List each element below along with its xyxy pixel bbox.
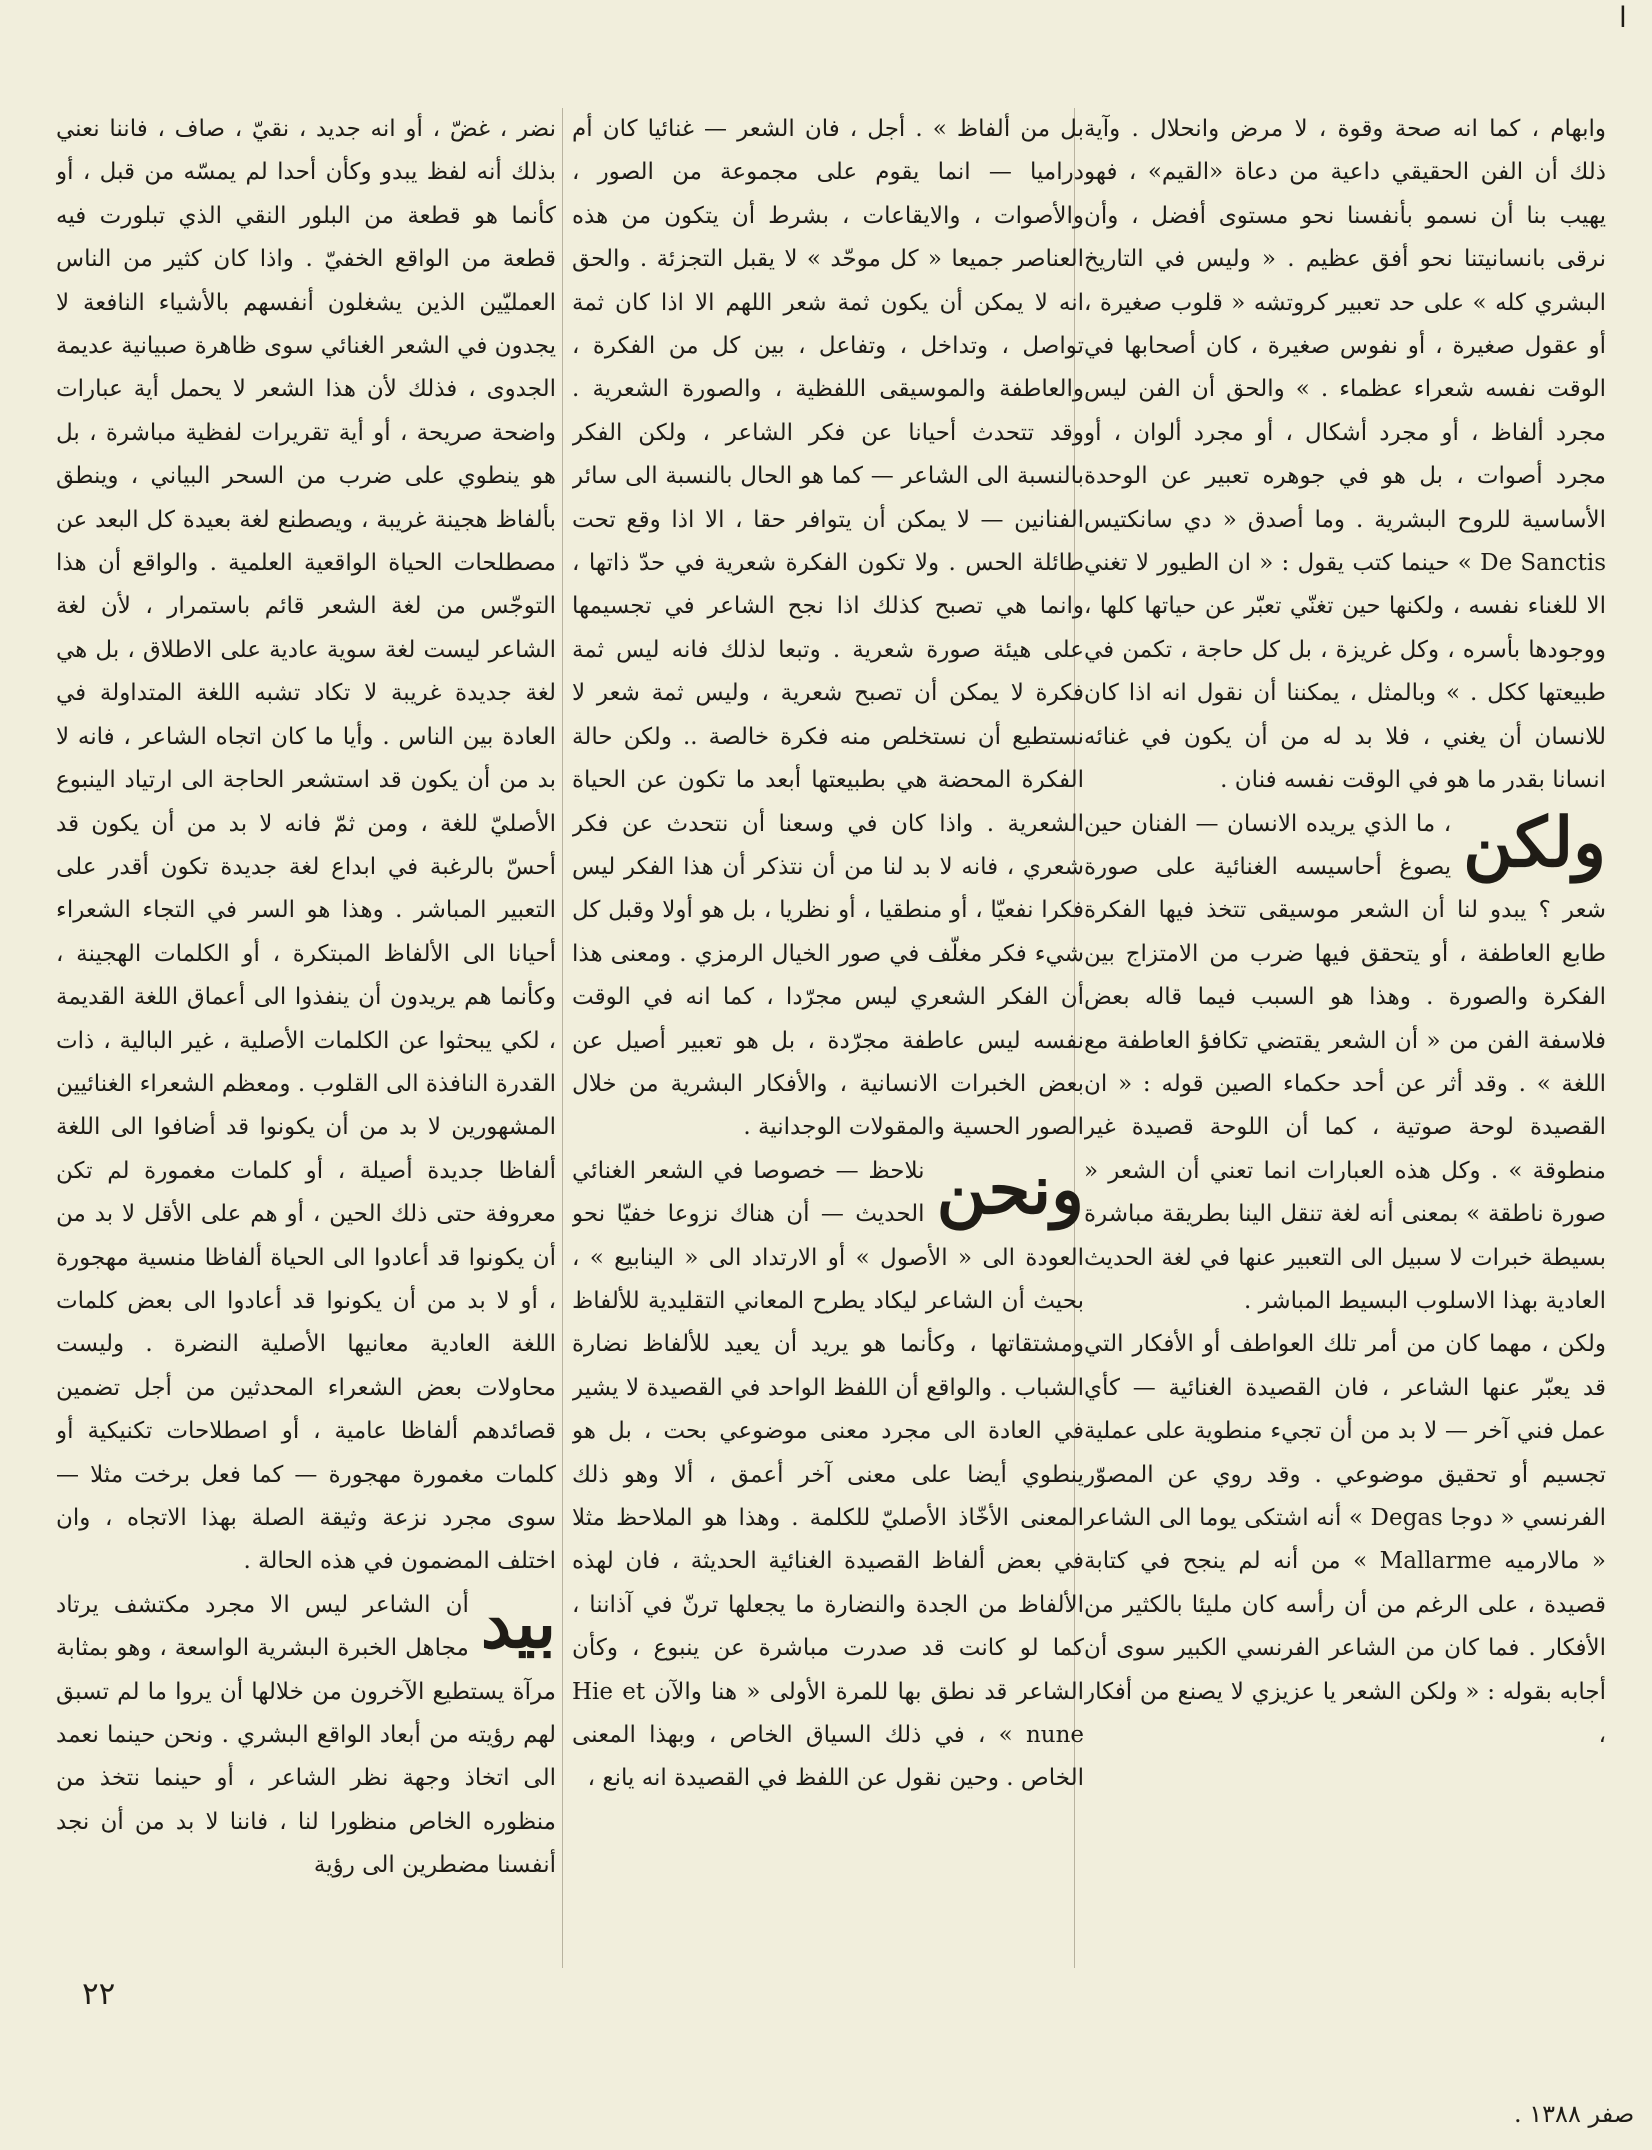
article-column-left xyxy=(56,108,556,1968)
paragraph-right-3: ولكن ، مهما كان من أمر تلك العواطف أو الأفكار التي قد يعبّر عنها الشاعر ، فان القصيدة الغنائية — كأي عمل فني آخر — لا بد من أن تجيء منطوية على عملية تجسيم أو تحقيق موضوعي . وقد روي عن المصوّر الفرنسي « دوجا Degas » أنه اشتكى يوما الى الشاعر « مالارميه Mallarme » من أنه لم ينجح في كتابة قصيدة ، على الرغم من أن رأسه كان مليئا بالكثير من الأفكار . فما كان من الشاعر الفرنسي الكبير سوى أن أجابه بقوله : « ولكن الشعر يا عزيزي لا يصنع من أفكار ، xyxy=(1084,1331,1606,1749)
paragraph-left-2: أن الشاعر ليس الا مجرد مكتشف يرتاد مجاهل الخبرة البشرية الواسعة ، وهو بمثابة مرآة يستطيع الآخرون من خلالها أن يروا ما لم تسبق لهم رؤيته من أبعاد الواقع البشري . ونحن حينما نعمد الى اتخاذ وجهة نظر الشاعر ، أو حينما نتخذ من منظوره الخاص منظورا لنا ، فاننا لا بد من أن نجد أنفسنا مضطرين الى رؤية xyxy=(56,1591,556,1879)
paragraph-middle-2: نلاحظ — خصوصا في الشعر الغنائي الحديث — أن هناك نزوعا خفيّا نحو العودة الى « الأصول » أو الارتداد الى « الينابيع » ، بحيث أن الشاعر ليكاد يطرح المعاني التقليدية للألفاظ ومشتقاتها ، وكأنما هو يريد أن يعيد للألفاظ نضارة الشباب . والواقع أن اللفظ الواحد في القصيدة لا يشير في العادة الى مجرد معنى موضوعي بحت ، بل هو ينطوي أيضا على معنى آخر أعمق ، ألا وهو ذلك المعنى الأخّاذ الأصليّ للكلمة . وهذا هو الملاحظ مثلا في بعض ألفاظ القصيدة الغنائية الحديثة ، فان لهذه الألفاظ من الجدة والنضارة ما يجعلها ترنّ في آذاننا ، كما لو كانت قد صدرت مباشرة عن ينبوع ، وكأن الشاعر قد نطق بها للمرة الأولى « هنا والآن Hie et nune » ، في ذلك السياق الخاص ، وبهذا المعنى الخاص . وحين نقول عن اللفظ في القصيدة انه يانع ، xyxy=(572,1157,1084,1792)
lead-word-middle: ونحن xyxy=(936,1149,1084,1230)
edge-mark: ا xyxy=(1619,1,1627,34)
column-divider-left xyxy=(562,108,563,1968)
lead-word-left: بيد xyxy=(480,1583,556,1664)
issue-date: صفر ١٣٨٨ . xyxy=(1514,2100,1635,2128)
paragraph-middle-1: بل من ألفاظ » . أجل ، فان الشعر — غنائيا كان أم دراميا — انما يقوم على مجموعة من الصور ، والأصوات ، والايقاعات ، بشرط أن يتكون من هذه العناصر جميعا « كل موحّد » لا يقبل التجزئة . والحق انه لا يمكن أن يكون ثمة شعر اللهم الا اذا كان ثمة تواصل ، وتداخل ، وتفاعل ، بين كل من الفكرة ، والعاطفة والموسيقى اللفظية ، والصورة الشعرية . وقد تتحدث أحيانا عن فكر الشاعر ، ولكن الفكر بالنسبة الى الشاعر — كما هو الحال بالنسبة الى سائر الفنانين — لا يمكن أن يتوافر حقا ، الا اذا وقع تحت طائلة الحس . ولا تكون الفكرة شعرية في حدّ ذاتها ، وانما هي تصبح كذلك اذا نجح الشاعر في تجسيمها على هيئة صورة شعرية . وتبعا لذلك فانه ليس ثمة فكرة لا يمكن أن تصبح شعرية ، وليس ثمة شعر لا نستطيع أن نستخلص منه فكرة خالصة .. ولكن حالة الفكرة المحضة هي بطبيعتها أبعد ما تكون عن الحياة الشعرية . واذا كان في وسعنا أن نتحدث عن فكر شعري ، فانه لا بد لنا من أن نتذكر أن هذا الفكر ليس فكرا نفعيّا ، أو منطقيا ، أو نظريا ، بل هو أولا وقبل كل شيء فكر مغلّف في صور الخيال الرمزي . ومعنى هذا أن الفكر الشعري ليس مجرّدا ، كما انه في الوقت نفسه ليس عاطفة مجرّدة ، بل هو تعبير أصيل عن بعض الخبرات الانسانية ، والأفكار البشرية من خلال الصور الحسية والمقولات الوجدانية . xyxy=(572,116,1084,1141)
lead-word-right: ولكن xyxy=(1463,802,1606,883)
article-column-middle xyxy=(572,108,1084,1968)
page-number: ٢٢ xyxy=(82,1976,116,2012)
paragraph-left-1: نضر ، غضّ ، أو انه جديد ، نقيّ ، صاف ، فاننا نعني بذلك أنه لفظ يبدو وكأن أحدا لم يمسّه من قبل ، أو كأنما هو قطعة من البلور النقي الذي تبلورت فيه قطعة من الواقع الخفيّ . واذا كان كثير من الناس العمليّين الذين يشغلون أنفسهم بالأشياء النافعة لا يجدون في الشعر الغنائي سوى ظاهرة صبيانية عديمة الجدوى ، فذلك لأن هذا الشعر لا يحمل أية عبارات واضحة صريحة ، أو أية تقريرات لفظية مباشرة ، بل هو ينطوي على ضرب من السحر البياني ، وينطق بألفاظ هجينة غريبة ، ويصطنع لغة بعيدة كل البعد عن مصطلحات الحياة الواقعية العلمية . والواقع أن هذا التوجّس من لغة الشعر قائم باستمرار ، لأن لغة الشاعر ليست لغة سوية عادية على الاطلاق ، بل هي لغة جديدة غريبة لا تكاد تشبه اللغة المتداولة في العادة بين الناس . وأيا ما كان اتجاه الشاعر ، فانه لا بد من أن يكون قد استشعر الحاجة الى ارتياد الينبوع الأصليّ للغة ، ومن ثمّ فانه لا بد من أن يكون قد أحسّ بالرغبة في ابداع لغة جديدة تكون أقدر على التعبير المباشر . وهذا هو السر في التجاء الشعراء أحيانا الى الألفاظ المبتكرة ، أو الكلمات الهجينة ، وكأنما هم يريدون أن ينفذوا الى أعماق اللغة القديمة ، لكي يبحثوا عن الكلمات الأصلية ، غير البالية ، ذات القدرة النافذة الى القلوب . ومعظم الشعراء الغنائيين المشهورين لا بد من أن يكونوا قد أضافوا الى اللغة ألفاظا جديدة أصيلة ، أو كلمات مغمورة لم تكن معروفة حتى ذلك الحين ، أو هم على الأقل لا بد من أن يكونوا قد أعادوا الى الحياة ألفاظا منسية مهجورة ، أو لا بد من أن يكونوا قد أعادوا الى بعض كلمات اللغة العادية معانيها الأصلية النضرة . وليست محاولات بعض الشعراء المحدثين من أجل تضمين قصائدهم ألفاظا عامية ، أو اصطلاحات تكنيكية أو كلمات مغمورة مهجورة — كما فعل برخت مثلا — سوى مجرد نزعة وثيقة الصلة بهذا الاتجاه ، وان اختلف المضمون في هذه الحالة . xyxy=(56,116,556,1575)
paragraph-right-1: وابهام ، كما انه صحة وقوة ، لا مرض وانحلال . وآية ذلك أن الفن الحقيقي داعية من دعاة «القيم» ، فهو يهيب بنا أن نسمو بأنفسنا نحو مستوى أفضل ، وأن نرقى بانسانيتنا نحو أفق عظيم . « وليس في التاريخ البشري كله » على حد تعبير كروتشه « قلوب صغيرة ، أو عقول صغيرة ، أو نفوس صغيرة ، كان أصحابها في الوقت نفسه شعراء عظماء . » والحق أن الفن ليس مجرد ألفاظ ، أو مجرد أشكال ، أو مجرد ألوان ، أو مجرد أصوات ، بل هو في جوهره تعبير عن الوحدة الأساسية للروح البشرية . وما أصدق « دي سانكتيس De Sanctis » حينما كتب يقول : « ان الطيور لا تغني الا للغناء نفسه ، ولكنها حين تغنّي تعبّر عن حياتها كلها ، ووجودها بأسره ، وكل غريزة ، بل كل حاجة ، تكمن في طبيعتها ككل . » وبالمثل ، يمكننا أن نقول انه اذا كان للانسان أن يغني ، فلا بد له من أن يكون في غنائه انسانا بقدر ما هو في الوقت نفسه فنان . xyxy=(1084,116,1606,794)
article-column-right xyxy=(1084,108,1606,1968)
paragraph-right-2: ، ما الذي يريده الانسان — الفنان حين يصوغ أحاسيسه الغنائية على صورة شعر ؟ يبدو لنا أن الشعر موسيقى تتخذ فيها الفكرة طابع العاطفة ، أو يتحقق فيها ضرب من الامتزاج بين الفكرة والصورة . وهذا هو السبب فيما قاله بعض فلاسفة الفن من « أن الشعر يقتضي تكافؤ العاطفة مع اللغة » . وقد أثر عن أحد حكماء الصين قوله : « ان القصيدة لوحة صوتية ، كما أن اللوحة قصيدة غير منطوقة » . وكل هذه العبارات انما تعني أن الشعر « صورة ناطقة » بمعنى أنه لغة تنقل الينا بطريقة مباشرة بسيطة خبرات لا سبيل الى التعبير عنها في لغة الحديث العادية بهذا الاسلوب البسيط المباشر . xyxy=(1084,810,1606,1314)
